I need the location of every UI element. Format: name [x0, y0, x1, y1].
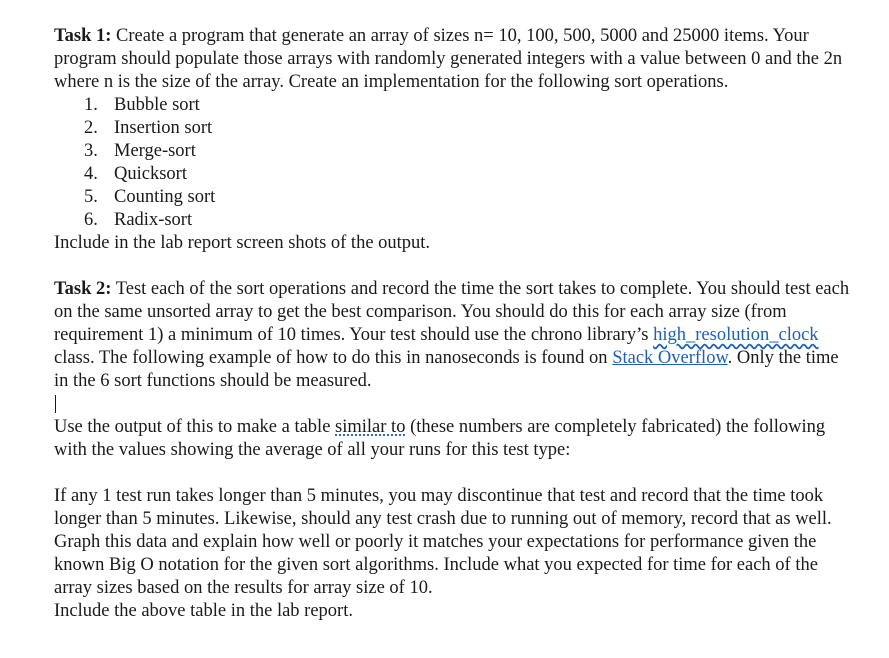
- limits-paragraph: If any 1 test run takes longer than 5 minutes, you may discontinue that test and record that the time took longer than 5 minutes. Likewise, should any test crash due to running out of memory, record that as well. Graph this data and explain how well or poorly it matches your expectations for performance given the known Big O notation for the given sort algorithms. Include what you expected for time for each of the array sizes based on the results for array size of 10.: [54, 486, 832, 598]
- text-cursor: [55, 395, 56, 413]
- task2-paragraph: [54, 278, 854, 393]
- list-item: Bubble sort: [114, 95, 200, 115]
- task2-text-b: class. The following example of how to do this in nanoseconds is found on: [54, 348, 613, 368]
- paragraph-spacer: [54, 462, 854, 485]
- table-note-text-b: (these numbers are completely fabricated) the following with the values showing the average of all your runs for this test type:: [54, 417, 826, 460]
- table-note-paragraph: [54, 416, 854, 462]
- task2-text-a: Test each of the sort operations and record the time the sort takes to complete. You should test each on the same unsorted array to get the best comparison. You should do this for each array size (from requirement 1) a minimum of 10 times. Your test should use the chrono library’s: [54, 279, 850, 345]
- paragraph-spacer: [54, 255, 854, 278]
- task1-outro: Include in the lab report screen shots of the output.: [54, 233, 431, 253]
- task1-intro: Create a program that generate an array of sizes n= 10, 100, 500, 5000 and 25000 items. Your program should populate those arrays with randomly generated integers with a value between 0 and the 2n where n is the size of the array. Create an implementation for the following sort operations.: [54, 26, 843, 92]
- list-item: Quicksort: [114, 164, 187, 184]
- list-item: Insertion sort: [114, 118, 213, 138]
- list-item: Counting sort: [114, 187, 216, 207]
- document-body: [54, 25, 854, 623]
- list-item: Merge-sort: [114, 141, 196, 161]
- closing-line: Include the above table in the lab report.: [54, 601, 353, 621]
- task1-paragraph: [54, 25, 854, 94]
- sort-operations-list: [54, 94, 854, 232]
- stack-overflow-link[interactable]: Stack Overflow: [612, 348, 728, 368]
- list-item: Radix-sort: [114, 210, 193, 230]
- similar-to-text: similar to: [335, 417, 406, 437]
- task2-label: Task 2:: [54, 279, 112, 299]
- task1-label: Task 1:: [54, 26, 112, 46]
- high-resolution-clock-link[interactable]: high_resolution_clock: [653, 325, 819, 345]
- task2-text-c: . Only the time in the 6 sort functions should be measured.: [54, 348, 839, 391]
- table-note-text-a: Use the output of this to make a table: [54, 417, 336, 437]
